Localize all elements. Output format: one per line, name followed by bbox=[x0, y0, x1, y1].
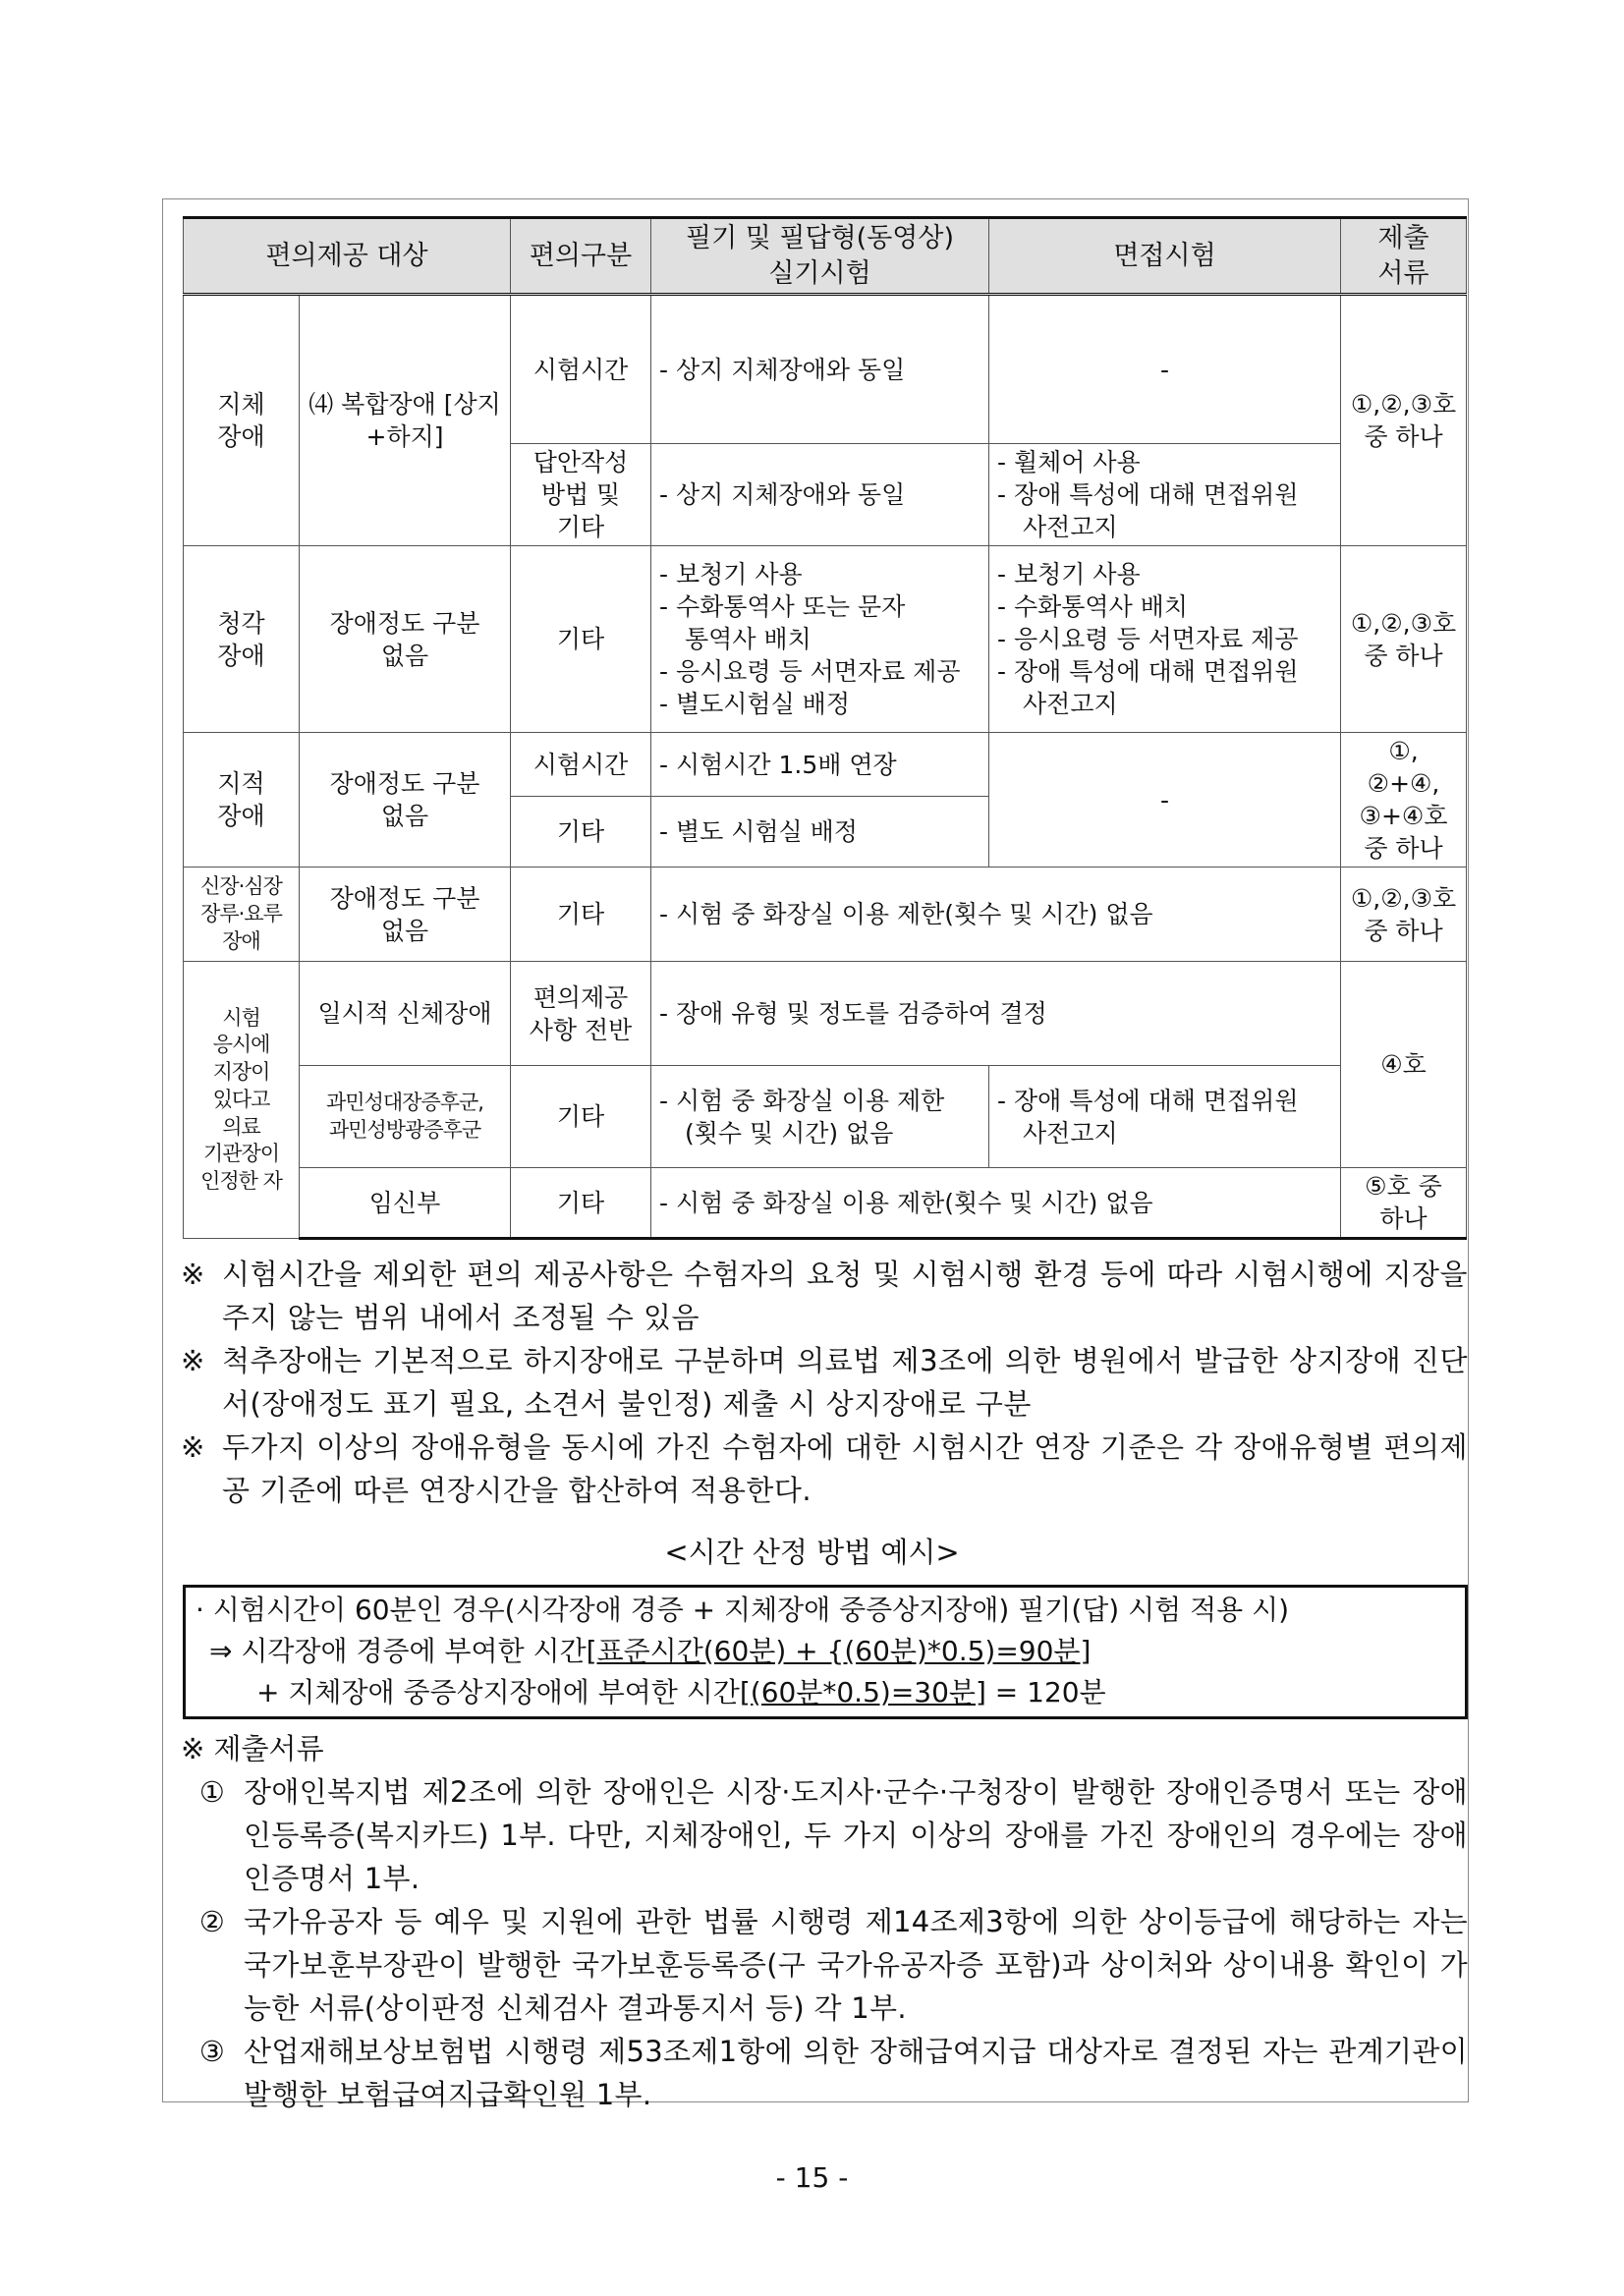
hearing-interview bbox=[989, 546, 1341, 733]
list-item: - 보청기 사용 bbox=[997, 558, 1332, 590]
physical-written-1 bbox=[651, 295, 989, 444]
table-row bbox=[184, 1066, 1467, 1168]
list-item: - 응시요령 등 서면자료 제공 bbox=[997, 623, 1332, 655]
intellectual-type: 지적 장애 bbox=[184, 733, 300, 868]
list-item: - 시험 중 화장실 이용 제한(횟수 및 시간) 없음 bbox=[659, 1085, 980, 1149]
list-item: - 장애 특성에 대해 면접위원 사전고지 bbox=[997, 478, 1332, 543]
physical-category-2: 답안작성 방법 및 기타 bbox=[511, 444, 651, 546]
other-category-3: 기타 bbox=[511, 1168, 651, 1239]
list-item: - 휠체어 사용 bbox=[997, 446, 1332, 478]
list-item bbox=[181, 1900, 1468, 2030]
list-item bbox=[181, 2030, 1468, 2116]
other-category-1: 편의제공 사항 전반 bbox=[511, 962, 651, 1066]
intellectual-interview: - bbox=[989, 733, 1341, 868]
doc-text: 국가유공자 등 예우 및 지원에 관한 법률 시행령 제14조제3항에 의한 상이등급에 해당하는 자는 국가보훈부장관이 발행한 국가보훈등록증(구 국가유공자증 포함)과 상이처와 상이내용 확인이 가능한 서류(상이판정 신체검사 결과통지서 등) 각 1부. bbox=[244, 1905, 1468, 2025]
example-title: <시간 산정 방법 예시> bbox=[664, 1536, 960, 1569]
other-subtype-2: 과민성대장증후군, 과민성방광증후군 bbox=[300, 1066, 511, 1168]
list-item: - 장애 유형 및 정도를 검증하여 결정 bbox=[659, 997, 1332, 1030]
physical-type: 지체 장애 bbox=[184, 295, 300, 546]
other-documents: ④호 bbox=[1341, 962, 1467, 1168]
doc-number: ① bbox=[198, 1775, 226, 1809]
other-subtype-1: 일시적 신체장애 bbox=[300, 962, 511, 1066]
list-item: - 상지 지체장애와 동일 bbox=[659, 354, 980, 386]
table-row bbox=[184, 295, 1467, 444]
example-line-2 bbox=[196, 1631, 1465, 1672]
hearing-category: 기타 bbox=[511, 546, 651, 733]
header-category: 편의구분 bbox=[511, 218, 651, 295]
intellectual-written-1 bbox=[651, 733, 989, 797]
list-item: - 시험 중 화장실 이용 제한(횟수 및 시간) 없음 bbox=[659, 898, 1332, 930]
organ-type: 신장·심장 장루·요루 장애 bbox=[184, 868, 300, 962]
example-box bbox=[183, 1585, 1468, 1719]
example-line-3-formula: [(60분*0.5)=30분] bbox=[739, 1676, 986, 1708]
list-item: - 장애 특성에 대해 면접위원 사전고지 bbox=[997, 1085, 1332, 1149]
other-subtype-3: 임신부 bbox=[300, 1168, 511, 1239]
list-item: - 수화통역사 또는 문자 통역사 배치 bbox=[659, 590, 980, 655]
example-line-2-prefix: ⇒ 시각장애 경증에 부여한 시간 bbox=[209, 1635, 587, 1667]
table-header-row bbox=[184, 218, 1467, 295]
intellectual-subtype: 장애정도 구분 없음 bbox=[300, 733, 511, 868]
header-target: 편의제공 대상 bbox=[184, 218, 511, 295]
table-row bbox=[184, 868, 1467, 962]
intellectual-category-1: 시험시간 bbox=[511, 733, 651, 797]
doc-text: 장애인복지법 제2조에 의한 장애인은 시장·도지사·군수·구청장이 발행한 장애인증명서 또는 장애인등록증(복지카드) 1부. 다만, 지체장애인, 두 가지 이상의 장애를 가진 장애인의 경우에는 장애인증명서 1부. bbox=[244, 1775, 1468, 1895]
header-interview: 면접시험 bbox=[989, 218, 1341, 295]
notes-section bbox=[181, 1253, 1468, 1512]
doc-number: ② bbox=[198, 1905, 226, 1938]
physical-category-1: 시험시간 bbox=[511, 295, 651, 444]
list-item: - 장애 특성에 대해 면접위원 사전고지 bbox=[997, 655, 1332, 720]
example-line-3-suffix: = 120분 bbox=[985, 1676, 1106, 1708]
list-item: - 별도시험실 배정 bbox=[659, 688, 980, 720]
note-mark: ※ bbox=[181, 1430, 205, 1464]
note-item bbox=[181, 1253, 1468, 1339]
note-text: 두가지 이상의 장애유형을 동시에 가진 수험자에 대한 시험시간 연장 기준은 각 장애유형별 편의제공 기준에 따른 연장시간을 합산하여 적용한다. bbox=[222, 1430, 1468, 1507]
table-row bbox=[184, 733, 1467, 797]
accommodation-table bbox=[183, 216, 1467, 1240]
organ-category: 기타 bbox=[511, 868, 651, 962]
example-line-1: · 시험시간이 60분인 경우(시각장애 경증 + 지체장애 중증상지장애) 필기(답) 시험 적용 시) bbox=[196, 1594, 1290, 1626]
example-line-2-formula: [표준시간(60분) + {(60분)*0.5)=90분] bbox=[586, 1635, 1092, 1667]
list-item: - 시험시간 1.5배 연장 bbox=[659, 749, 980, 781]
other-interview-2 bbox=[989, 1066, 1341, 1168]
other-category-2: 기타 bbox=[511, 1066, 651, 1168]
list-item: - 보청기 사용 bbox=[659, 558, 980, 590]
header-written: 필기 및 필답형(동영상) 실기시험 bbox=[651, 218, 989, 295]
list-item: - 별도 시험실 배정 bbox=[659, 815, 980, 848]
physical-documents: ①,②,③호 중 하나 bbox=[1341, 295, 1467, 546]
note-text: 척추장애는 기본적으로 하지장애로 구분하며 의료법 제3조에 의한 병원에서 발급한 상지장애 진단서(장애정도 표기 필요, 소견서 불인정) 제출 시 상지장애로 구분 bbox=[222, 1344, 1468, 1421]
table-row bbox=[184, 546, 1467, 733]
doc-number: ③ bbox=[198, 2035, 226, 2068]
hearing-written bbox=[651, 546, 989, 733]
note-mark: ※ bbox=[181, 1258, 205, 1291]
organ-documents: ①,②,③호 중 하나 bbox=[1341, 868, 1467, 962]
page-number: - 15 - bbox=[775, 2161, 849, 2194]
example-line-3-prefix: + 지체장애 중증상지장애에 부여한 시간 bbox=[256, 1676, 740, 1708]
organ-written bbox=[651, 868, 1341, 962]
other-written-3 bbox=[651, 1168, 1341, 1239]
other-type: 시험 응시에 지장이 있다고 의료 기관장이 인정한 자 bbox=[184, 962, 300, 1239]
list-item: - 상지 지체장애와 동일 bbox=[659, 478, 980, 511]
documents-heading-mark: ※ bbox=[181, 1732, 205, 1765]
physical-subtype: ⑷ 복합장애 [상지+하지] bbox=[300, 295, 511, 546]
note-item bbox=[181, 1339, 1468, 1426]
documents-section bbox=[181, 1727, 1468, 2116]
hearing-subtype: 장애정도 구분 없음 bbox=[300, 546, 511, 733]
list-item: - 시험 중 화장실 이용 제한(횟수 및 시간) 없음 bbox=[659, 1187, 1332, 1219]
documents-heading-text: 제출서류 bbox=[213, 1732, 324, 1765]
other-written-2 bbox=[651, 1066, 989, 1168]
note-item bbox=[181, 1426, 1468, 1512]
physical-written-2 bbox=[651, 444, 989, 546]
other-written-1 bbox=[651, 962, 1341, 1066]
list-item: - 수화통역사 배치 bbox=[997, 590, 1332, 623]
note-text: 시험시간을 제외한 편의 제공사항은 수험자의 요청 및 시험시행 환경 등에 따라 시험시행에 지장을 주지 않는 범위 내에서 조정될 수 있음 bbox=[222, 1258, 1468, 1334]
hearing-documents: ①,②,③호 중 하나 bbox=[1341, 546, 1467, 733]
note-mark: ※ bbox=[181, 1344, 205, 1377]
header-documents: 제출 서류 bbox=[1341, 218, 1467, 295]
physical-interview-1: - bbox=[989, 295, 1341, 444]
hearing-type: 청각 장애 bbox=[184, 546, 300, 733]
list-item bbox=[181, 1770, 1468, 1900]
intellectual-documents: ①, ②+④, ③+④호 중 하나 bbox=[1341, 733, 1467, 868]
table-row bbox=[184, 962, 1467, 1066]
list-item: - 응시요령 등 서면자료 제공 bbox=[659, 655, 980, 688]
physical-interview-2 bbox=[989, 444, 1341, 546]
documents-heading bbox=[181, 1727, 1468, 1770]
table-row bbox=[184, 1168, 1467, 1239]
organ-subtype: 장애정도 구분 없음 bbox=[300, 868, 511, 962]
intellectual-written-2 bbox=[651, 797, 989, 868]
example-line-3 bbox=[196, 1672, 1465, 1713]
other-documents-3: ⑤호 중 하나 bbox=[1341, 1168, 1467, 1239]
intellectual-category-2: 기타 bbox=[511, 797, 651, 868]
doc-text: 산업재해보상보험법 시행령 제53조제1항에 의한 장해급여지급 대상자로 결정된 자는 관계기관이 발행한 보험급여지급확인원 1부. bbox=[244, 2035, 1468, 2111]
